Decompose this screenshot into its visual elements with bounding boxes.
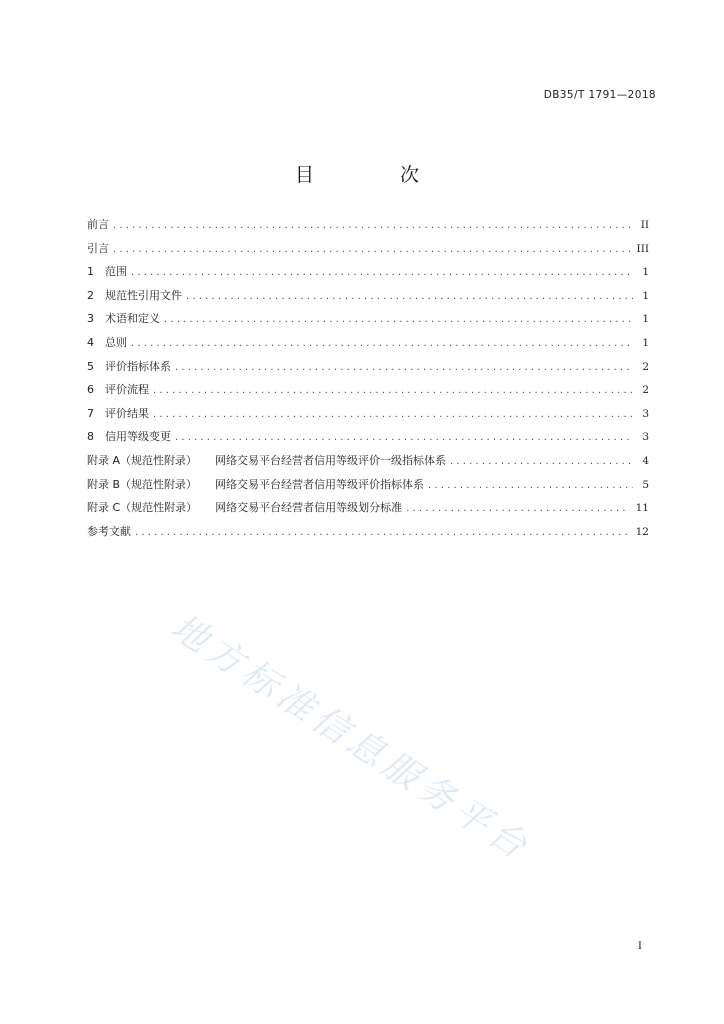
- toc-appendix-title: 网络交易平台经营者信用等级划分标准: [215, 501, 403, 515]
- toc-entry-number: 8: [87, 430, 94, 444]
- toc-entry-page: 2: [642, 360, 649, 373]
- toc-entry-number: 6: [87, 383, 94, 397]
- toc-entry-label: 信用等级变更: [105, 430, 171, 444]
- toc-entry-page: 11: [635, 502, 649, 515]
- toc-entry-general[interactable]: [87, 334, 649, 358]
- toc-entry-credit-grade-change[interactable]: [87, 428, 649, 452]
- toc-entry-foreword[interactable]: [87, 216, 649, 240]
- toc-leader-dots: [131, 338, 633, 349]
- table-of-contents: [87, 216, 649, 546]
- toc-entry-page: 1: [642, 289, 649, 302]
- toc-entry-number: 3: [87, 312, 94, 326]
- toc-entry-number: 1: [87, 265, 94, 279]
- toc-leader-dots: [175, 362, 633, 373]
- toc-leader-dots: [113, 244, 631, 255]
- toc-entry-label: 引言: [87, 241, 109, 255]
- toc-entry-label: 附录 B（规范性附录）: [87, 477, 198, 491]
- toc-entry-number: 7: [87, 406, 94, 420]
- toc-entry-page: 3: [642, 431, 649, 444]
- toc-entry-label: 附录 C（规范性附录）: [87, 501, 198, 515]
- page-number: I: [637, 940, 642, 952]
- toc-leader-dots: [450, 456, 633, 467]
- toc-title: 目 次: [294, 164, 460, 186]
- toc-entry-normative-references[interactable]: [87, 287, 649, 311]
- toc-leader-dots: [186, 291, 633, 302]
- toc-entry-page: 1: [642, 313, 649, 326]
- toc-appendix-title: 网络交易平台经营者信用等级评价一级指标体系: [215, 453, 447, 467]
- toc-entry-terms-definitions[interactable]: [87, 310, 649, 334]
- toc-entry-bibliography[interactable]: [87, 523, 649, 547]
- toc-leader-dots: [153, 385, 633, 396]
- toc-entry-page: III: [636, 242, 649, 255]
- toc-entry-label: 评价结果: [105, 406, 149, 420]
- toc-leader-dots: [406, 503, 629, 514]
- toc-entry-page: 3: [642, 407, 649, 420]
- toc-entry-appendix-a[interactable]: [87, 452, 649, 476]
- toc-leader-dots: [153, 409, 633, 420]
- toc-entry-introduction[interactable]: [87, 240, 649, 264]
- toc-entry-label: 规范性引用文件: [105, 288, 182, 302]
- toc-entry-number: 2: [87, 288, 94, 302]
- toc-leader-dots: [175, 432, 633, 443]
- toc-entry-evaluation-process[interactable]: [87, 381, 649, 405]
- toc-leader-dots: [428, 480, 633, 491]
- toc-entry-number: 5: [87, 359, 94, 373]
- toc-leader-dots: [164, 314, 633, 325]
- toc-entry-label: 术语和定义: [105, 312, 160, 326]
- toc-entry-page: 1: [642, 336, 649, 349]
- toc-entry-appendix-c[interactable]: [87, 499, 649, 523]
- toc-entry-evaluation-results[interactable]: [87, 405, 649, 429]
- toc-leader-dots: [131, 267, 633, 278]
- toc-appendix-title: 网络交易平台经营者信用等级评价指标体系: [215, 477, 425, 491]
- toc-entry-page: 12: [635, 525, 649, 538]
- toc-entry-label: 总则: [105, 335, 127, 349]
- toc-entry-label: 范围: [105, 265, 127, 279]
- toc-entry-label: 附录 A（规范性附录）: [87, 453, 198, 467]
- toc-entry-scope[interactable]: [87, 263, 649, 287]
- toc-entry-label: 评价流程: [105, 383, 149, 397]
- toc-leader-dots: [135, 527, 630, 538]
- toc-entry-page: 4: [642, 454, 649, 467]
- toc-entry-label: 前言: [87, 218, 109, 231]
- toc-entry-page: II: [640, 219, 649, 231]
- toc-entry-page: 2: [642, 384, 649, 397]
- toc-entry-page: 1: [642, 266, 649, 279]
- document-id: DB35/T 1791—2018: [543, 89, 656, 101]
- toc-entry-evaluation-index-system[interactable]: [87, 358, 649, 382]
- toc-entry-label: 评价指标体系: [105, 359, 171, 373]
- toc-leader-dots: [113, 220, 633, 231]
- toc-entry-label: 参考文献: [87, 524, 131, 538]
- toc-entry-appendix-b[interactable]: [87, 476, 649, 500]
- toc-entry-page: 5: [642, 478, 649, 491]
- toc-entry-number: 4: [87, 335, 94, 349]
- watermark: 地方标准信息服务平台: [163, 606, 538, 870]
